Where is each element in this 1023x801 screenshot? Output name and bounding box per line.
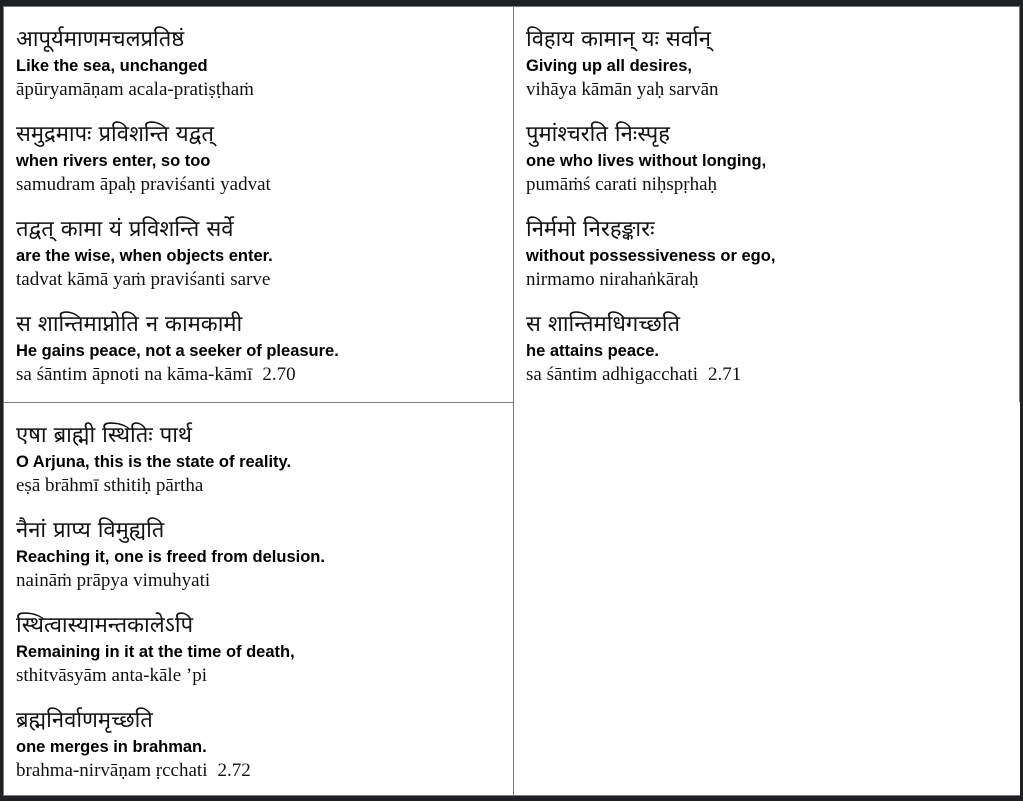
verse-number: 2.70 [262, 364, 296, 385]
transliteration-line [16, 569, 513, 593]
sanskrit-line: स शान्तिमाप्नोति न कामकामी [16, 312, 243, 337]
transliteration-text: sa śāntim adhigacchati [526, 364, 698, 385]
english-line: Reaching it, one is freed from delusion. [16, 548, 325, 566]
transliteration-text: āpūryamāṇam acala-pratiṣṭhaṁ [16, 79, 254, 100]
verse-line [526, 215, 1019, 310]
transliteration-text: sthitvāsyām anta-kāle ’pi [16, 665, 207, 686]
verse-line [526, 25, 1019, 120]
sanskrit-line: निर्ममो निरहङ्कारः [526, 217, 655, 242]
transliteration-line [16, 363, 513, 387]
english-line: without possessiveness or ego, [526, 247, 776, 265]
sanskrit-line: स्थित्वास्यामन्तकालेऽपि [16, 613, 194, 638]
english-line: Like the sea, unchanged [16, 57, 208, 75]
transliteration-text: naināṁ prāpya vimuhyati [16, 570, 211, 591]
english-line: Giving up all desires, [526, 57, 692, 75]
transliteration-line [526, 173, 1019, 197]
transliteration-line [526, 363, 1019, 387]
transliteration-text: eṣā brāhmī sthitiḥ pārtha [16, 475, 204, 496]
transliteration-line [526, 78, 1019, 102]
english-line: one merges in brahman. [16, 738, 207, 756]
sanskrit-line: आपूर्यमाणमचलप्रतिष्ठं [16, 27, 185, 52]
transliteration-text: samudram āpaḥ praviśanti yadvat [16, 174, 271, 195]
verse-number: 2.72 [217, 760, 251, 781]
verse-number: 2.71 [708, 364, 742, 385]
verse-line [16, 215, 513, 310]
transliteration-text: nirmamo nirahaṅkāraḥ [526, 269, 699, 290]
english-line: Remaining in it at the time of death, [16, 643, 295, 661]
verse-line [16, 706, 513, 801]
document-page [3, 6, 1020, 796]
transliteration-text: pumāṁś carati niḥspṛhaḥ [526, 174, 718, 195]
verse-line [16, 516, 513, 611]
transliteration-text: vihāya kāmān yaḥ sarvān [526, 79, 719, 100]
sanskrit-line: स शान्तिमधिगच्छति [526, 312, 681, 337]
verse-line [526, 120, 1019, 215]
sanskrit-line: विहाय कामान् यः सर्वान् [526, 27, 711, 52]
sanskrit-line: नैनां प्राप्य विमुह्यति [16, 518, 165, 543]
verse-cell-2-72 [3, 402, 514, 796]
english-line: He gains peace, not a seeker of pleasure. [16, 342, 339, 360]
transliteration-line [16, 268, 513, 292]
verse-line [16, 120, 513, 215]
sanskrit-line: समुद्रमापः प्रविशन्ति यद्वत् [16, 122, 214, 147]
transliteration-line [16, 759, 513, 783]
english-line: he attains peace. [526, 342, 659, 360]
verse-cell-2-70 [3, 6, 514, 403]
verse-line [16, 25, 513, 120]
transliteration-line [16, 664, 513, 688]
transliteration-text: brahma-nirvāṇam ṛcchati [16, 760, 208, 781]
empty-cell [513, 402, 1020, 796]
sanskrit-line: ब्रह्मनिर्वाणमृच्छति [16, 708, 153, 733]
english-line: one who lives without longing, [526, 152, 767, 170]
english-line: when rivers enter, so too [16, 152, 211, 170]
transliteration-text: tadvat kāmā yaṁ praviśanti sarve [16, 269, 271, 290]
transliteration-text: sa śāntim āpnoti na kāma-kāmī [16, 364, 253, 385]
verse-grid [3, 6, 1020, 796]
verse-line [16, 310, 513, 405]
sanskrit-line: एषा ब्राह्मी स्थितिः पार्थ [16, 423, 192, 448]
transliteration-line [526, 268, 1019, 292]
sanskrit-line: तद्वत् कामा यं प्रविशन्ति सर्वे [16, 217, 234, 242]
transliteration-line [16, 78, 513, 102]
verse-cell-2-71 [513, 6, 1020, 403]
english-line: O Arjuna, this is the state of reality. [16, 453, 292, 471]
verse-line [526, 310, 1019, 405]
transliteration-line [16, 173, 513, 197]
english-line: are the wise, when objects enter. [16, 247, 273, 265]
transliteration-line [16, 474, 513, 498]
sanskrit-line: पुमांश्चरति निःस्पृह [526, 122, 670, 147]
verse-line [16, 611, 513, 706]
verse-line [16, 421, 513, 516]
